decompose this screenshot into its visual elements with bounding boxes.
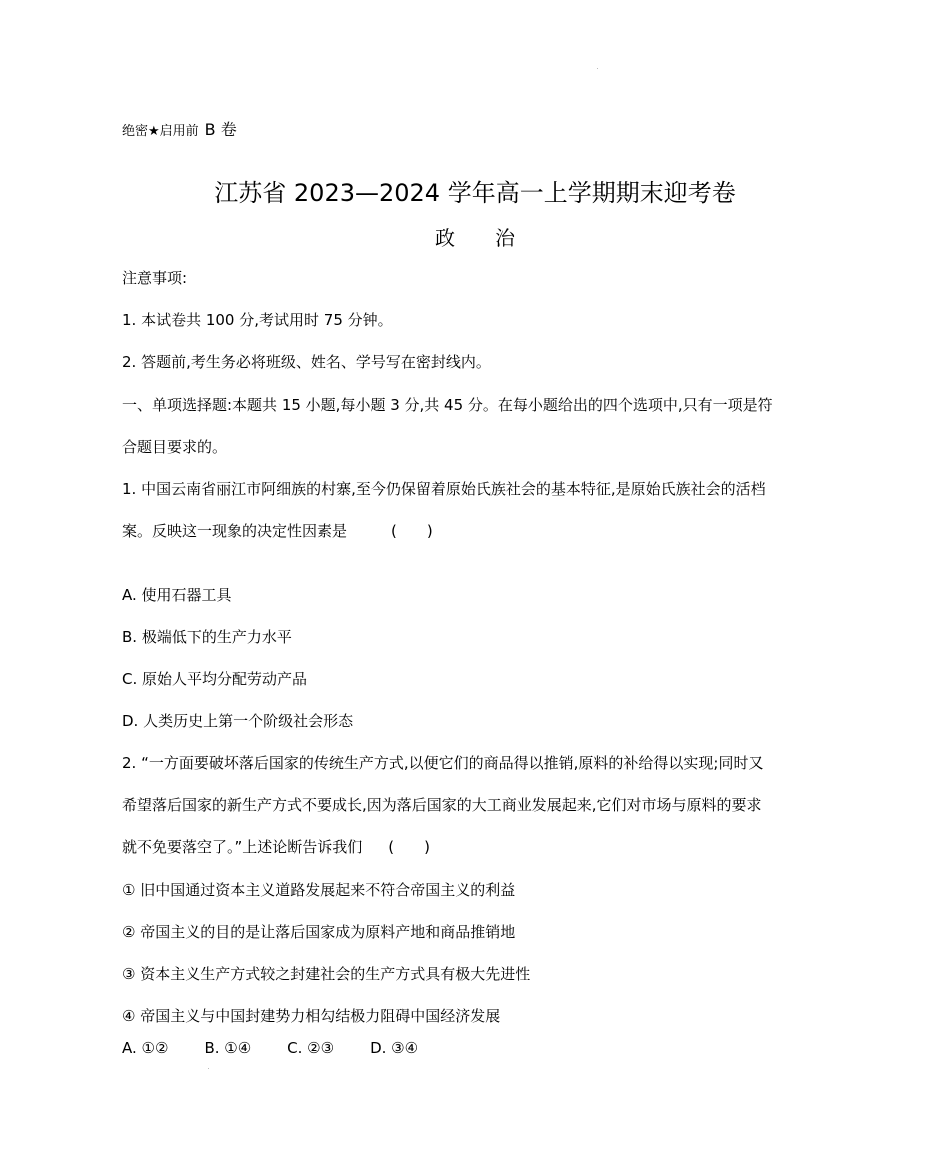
question-2-options: [122, 1038, 454, 1058]
question-1-stem-line: 1. 中国云南省丽江市阿细族的村寨,至今仍保留着原始氏族社会的基本特征,是原始氏族社会的活档: [122, 480, 766, 498]
question-1-stem-text: 案。反映这一现象的决定性因素是: [122, 522, 348, 540]
question-2-stem-line: 2. “一方面要破坏落后国家的传统生产方式,以便它们的商品得以推销,原料的补给得以实现;同时又: [122, 754, 764, 772]
notes-item: 2. 答题前,考生务必将班级、姓名、学号写在密封线内。: [122, 353, 491, 371]
question-2-stem-text: 就不免要落空了。”上述论断告诉我们: [122, 838, 363, 856]
question-1-option-c: C. 原始人平均分配劳动产品: [122, 670, 308, 688]
question-2-option-c: C. ②③: [287, 1039, 335, 1057]
section-instructions-line: 一、单项选择题:本题共 15 小题,每小题 3 分,共 45 分。在每小题给出的四个选项中,只有一项是符: [122, 396, 773, 414]
question-1-option-b: B. 极端低下的生产力水平: [122, 628, 292, 646]
question-1-option-d: D. 人类历史上第一个阶级社会形态: [122, 712, 354, 730]
question-2-option-a: A. ①②: [122, 1039, 169, 1057]
answer-parenthesis: ( ): [391, 522, 433, 540]
subject-char-1: 政: [435, 226, 455, 250]
question-1-stem-line: [122, 521, 433, 541]
question-2-stem-line: [122, 837, 430, 857]
confidential-header: [122, 120, 237, 142]
subject-char-2: 治: [495, 226, 515, 250]
scan-dot: [208, 1068, 209, 1069]
answer-parenthesis: ( ): [388, 838, 430, 856]
notes-item: 1. 本试卷共 100 分,考试用时 75 分钟。: [122, 311, 393, 329]
question-2-option-b: B. ①④: [204, 1039, 252, 1057]
question-2-statement-2: ② 帝国主义的目的是让落后国家成为原料产地和商品推销地: [122, 923, 516, 941]
notes-heading: 注意事项:: [122, 269, 188, 287]
section-instructions-line: 合题目要求的。: [122, 438, 228, 456]
question-2-statement-3: ③ 资本主义生产方式较之封建社会的生产方式具有极大先进性: [122, 965, 531, 983]
question-2-option-d: D. ③④: [370, 1039, 419, 1057]
subject-title: [0, 224, 950, 252]
scan-dot: [597, 68, 598, 69]
secret-label: 绝密★启用前: [122, 124, 199, 139]
volume-label: B 卷: [204, 120, 237, 139]
question-2-statement-1: ① 旧中国通过资本主义道路发展起来不符合帝国主义的利益: [122, 881, 516, 899]
question-1-option-a: A. 使用石器工具: [122, 586, 232, 604]
question-2-stem-line: 希望落后国家的新生产方式不要成长,因为落后国家的大工商业发展起来,它们对市场与原料的要求: [122, 796, 762, 814]
exam-title: 江苏省 2023—2024 学年高一上学期期末迎考卷: [214, 179, 736, 207]
question-2-statement-4: ④ 帝国主义与中国封建势力相勾结极力阻碍中国经济发展: [122, 1007, 501, 1025]
